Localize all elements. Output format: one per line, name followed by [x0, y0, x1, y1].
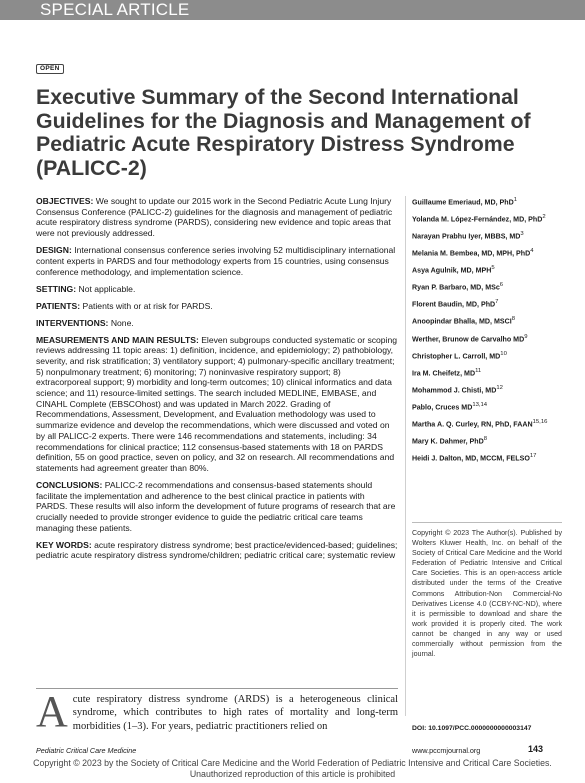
- author-item: [412, 264, 562, 276]
- doi-link[interactable]: DOI: 10.1097/PCC.0000000000003147: [412, 725, 532, 732]
- author-affiliation: 7: [495, 299, 499, 306]
- author-name: Anoopindar Bhalla, MD, MSCI: [412, 317, 512, 326]
- abstract-text: PALICC-2 recommendations and consensus-based statements should facilitate the implementation and adherence to the best clinical practice in patients with PARDS. These results will also inform the development of future programs of research that are crucially needed to provide stronger evidence to guide the pediatric critical care teams managing these patients.: [36, 479, 396, 533]
- footer-journal-name: Pediatric Critical Care Medicine: [36, 746, 137, 755]
- author-name: Florent Baudin, MD, PhD: [412, 300, 496, 309]
- abstract-setting: [36, 284, 398, 295]
- author-name: Mary K. Dahmer, PhD: [412, 437, 484, 446]
- author-affiliation: 9: [524, 333, 528, 340]
- author-item: [412, 333, 562, 345]
- abstract-text: Patients with or at risk for PARDS.: [82, 300, 213, 311]
- abstract-text: We sought to update our 2015 work in the Second Pediatric Acute Lung Injury Consensus Conference (PALICC-2) guidelines for the diagnosis and management of pediatric acute respiratory distress syndrome (PARDS), considering new evidence and topic areas that were not previously addressed.: [36, 196, 393, 239]
- abstract-label: SETTING:: [36, 283, 77, 294]
- author-affiliation: 11: [475, 367, 482, 374]
- author-name: Narayan Prabhu Iyer, MBBS, MD: [412, 232, 521, 241]
- open-access-badge: OPEN: [36, 64, 64, 74]
- abstract-interventions: [36, 318, 398, 329]
- author-affiliation: 8: [483, 435, 488, 442]
- page-number: 143: [528, 744, 544, 754]
- author-name: Yolanda M. López-Fernández, MD, PhD: [412, 215, 543, 224]
- author-name: Heidi J. Dalton, MD, MCCM, FELSO: [412, 454, 530, 463]
- author-name: Mohammod J. Chisti, MD: [412, 386, 497, 395]
- body-divider: [36, 688, 398, 689]
- abstract-label: KEY WORDS:: [36, 539, 92, 550]
- abstract-keywords: [36, 540, 398, 561]
- abstract-label: CONCLUSIONS:: [36, 479, 103, 490]
- abstract-label: DESIGN:: [36, 245, 72, 256]
- abstract-text: Not applicable.: [78, 283, 136, 294]
- abstract-label: MEASUREMENTS AND MAIN RESULTS:: [36, 334, 199, 345]
- author-affiliation: 1: [513, 197, 517, 203]
- article-type-banner: [0, 0, 585, 20]
- author-divider: [412, 522, 562, 523]
- author-name: Melania M. Bembea, MD, MPH, PhD: [412, 249, 531, 258]
- author-name: Asya Agulnik, MD, MPH: [412, 266, 492, 275]
- author-affiliation: 12: [496, 384, 503, 391]
- author-affiliation: 17: [529, 452, 537, 459]
- author-item: [412, 401, 562, 413]
- abstract-label: INTERVENTIONS:: [36, 317, 109, 328]
- author-name: Ryan P. Barbaro, MD, MSc: [412, 283, 500, 292]
- abstract-text: None.: [110, 317, 134, 328]
- author-affiliation: 4: [530, 248, 534, 255]
- author-item: [412, 281, 562, 293]
- author-affiliation: 8: [511, 316, 516, 323]
- author-item: [412, 230, 562, 242]
- abstract-label: PATIENTS:: [36, 300, 81, 311]
- abstract: [36, 196, 398, 567]
- watermark-line: Unauthorized reproduction of this article is prohibited: [189, 768, 396, 779]
- author-item: [412, 384, 562, 396]
- author-item: [412, 298, 562, 310]
- body-text: cute respiratory distress syndrome (ARDS) is a heterogeneous clinical syndrome, which contributes to high rates of mortality and long-term morbidities (1–3). For years, pediatric practitioners relied on: [72, 694, 398, 732]
- author-affiliation: 13,14: [472, 401, 488, 408]
- article-type-label: SPECIAL ARTICLE: [40, 0, 190, 19]
- abstract-text: Eleven subgroups conducted systematic or scoping reviews addressing 11 topic areas: 1) definition, incidence, and epidemiology; 2) pathobiology, severity, and risk stratification; 3) ventilatory support; 4) pulmonary-specific ancillary treatment; 5) nonpulmonary treatment; 6) monitoring; 7) noninvasive respiratory support; 8) extracorporeal support; 9) morbidity and long-term outcomes; 10) clinical informatics and data science; and 11) resource-limited settings. The search included MEDLINE, EMBASE, and CINAHL Complete (EBSCOhost) and was updated in March 2022. Grading of Recommendations, Assessment, Development, and Evaluation methodology was used to summarize evidence and develop the recommendations, which were discussed and voted on by all PALICC-2 experts. There were 146 recommendations and statements, including: 34 recommendations for clinical practice; 112 consensus-based statements with 18 on PARDS definition, 55 on good practice, seven on policy, and 32 on research. All recommendations and statements had agreement greater than 80%.: [36, 334, 398, 473]
- author-item: [412, 350, 562, 362]
- footer-url[interactable]: www.pccmjournal.org: [412, 746, 481, 755]
- body-paragraph: [36, 687, 398, 736]
- abstract-patients: [36, 301, 398, 312]
- author-item: [412, 435, 562, 447]
- abstract-design: [36, 245, 398, 277]
- drop-cap: A: [36, 687, 68, 736]
- author-affiliation: 10: [500, 350, 507, 357]
- author-name: Christopher L. Carroll, MD: [412, 351, 501, 360]
- author-name: Ira M. Cheifetz, MD: [412, 368, 476, 377]
- author-affiliation: 15,16: [532, 418, 548, 425]
- author-item: [412, 452, 562, 464]
- author-list: [412, 196, 562, 469]
- abstract-text: acute respiratory distress syndrome; best practice/evidenced-based; guidelines; pediatric acute respiratory distress syndrome/children; pediatric critical care; systematic review: [36, 539, 398, 561]
- author-item: [412, 196, 562, 208]
- author-name: Pablo, Cruces MD: [412, 403, 473, 412]
- author-affiliation: 6: [499, 282, 504, 289]
- author-affiliation: 3: [520, 231, 524, 238]
- copyright-watermark: [0, 758, 585, 779]
- column-divider: [405, 196, 406, 716]
- abstract-label: OBJECTIVES:: [36, 196, 94, 206]
- author-affiliation: 2: [542, 214, 546, 221]
- copyright-notice: Copyright © 2023 The Author(s). Published by Wolters Kluwer Health, Inc. on behalf of the Society of Critical Care Medicine and the World Federation of Pediatric Intensive and Critical Care Societies. This is an open-access article distributed under the terms of the Creative Commons Attribution-Non Commercial-No Derivatives License 4.0 (CCBY-NC-ND), where it is permissible to download and share the work provided it is properly cited. The work cannot be changed in any way or used commercially without permission from the journal.: [412, 529, 562, 659]
- article-title: Executive Summary of the Second International Guidelines for the Diagnosis and Management of Pediatric Acute Respiratory Distress Syndrome (PALICC-2): [36, 85, 531, 180]
- author-item: [412, 418, 562, 430]
- author-item: [412, 213, 562, 225]
- abstract-results: [36, 335, 398, 474]
- author-item: [412, 315, 562, 327]
- author-name: Martha A. Q. Curley, RN, PhD, FAAN: [412, 420, 533, 429]
- author-affiliation: 5: [491, 265, 495, 272]
- author-name: Guillaume Emeriaud, MD, PhD: [412, 198, 514, 207]
- abstract-text: International consensus conference series involving 52 multidisciplinary international content experts in PARDS and four methodology experts from 15 countries, using consensus conference methodology, and implementation science.: [36, 245, 396, 277]
- abstract-conclusions: [36, 480, 398, 534]
- watermark-line: Copyright © 2023 by the Society of Critical Care Medicine and the World Federation of Pediatric Intensive and Critical Care Societies.: [33, 758, 552, 768]
- author-item: [412, 247, 562, 259]
- abstract-objectives: [36, 196, 398, 239]
- author-name: Werther, Brunow de Carvalho MD: [412, 334, 525, 343]
- author-item: [412, 367, 562, 379]
